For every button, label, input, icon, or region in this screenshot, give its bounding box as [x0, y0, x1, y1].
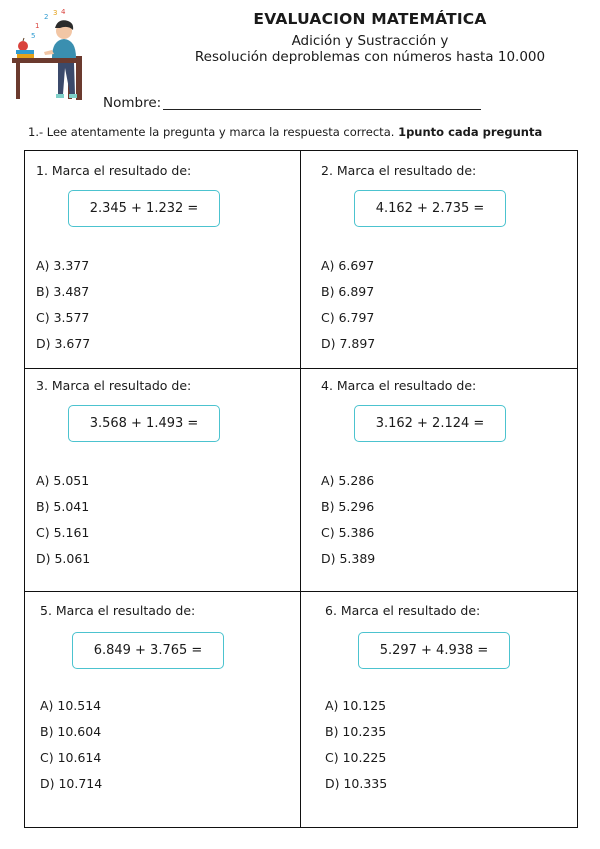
question-title: 6. Marca el resultado de: — [325, 603, 481, 618]
answer-option[interactable]: B) 10.604 — [40, 724, 102, 739]
answer-option[interactable]: C) 3.577 — [36, 310, 90, 325]
illus-number: 2 — [44, 13, 49, 21]
apple-icon — [18, 41, 28, 51]
answer-option[interactable]: A) 5.051 — [36, 473, 90, 488]
answer-option[interactable]: B) 5.296 — [321, 499, 375, 514]
answer-option[interactable]: B) 3.487 — [36, 284, 90, 299]
answer-option[interactable]: C) 5.386 — [321, 525, 375, 540]
grid-divider-horizontal — [24, 591, 578, 592]
illus-number: 1 — [35, 22, 40, 30]
question-5 — [40, 603, 316, 803]
instructions — [28, 125, 542, 139]
answer-option[interactable]: C) 5.161 — [36, 525, 90, 540]
illus-number: 3 — [53, 9, 58, 17]
question-6 — [325, 603, 600, 803]
answer-option[interactable]: B) 10.235 — [325, 724, 387, 739]
name-label: Nombre: — [103, 95, 162, 111]
illus-number: 5 — [31, 32, 36, 40]
equation-box: 2.345 + 1.232 = — [68, 190, 220, 227]
equation-box: 4.162 + 2.735 = — [354, 190, 506, 227]
answer-option[interactable]: C) 10.225 — [325, 750, 387, 765]
name-field[interactable] — [163, 109, 481, 110]
answer-option[interactable]: D) 5.061 — [36, 551, 91, 566]
instructions-points: 1punto cada pregunta — [398, 125, 543, 139]
subtitle-line-1: Adición y Sustracción y — [291, 33, 449, 49]
illus-number: 4 — [61, 8, 66, 16]
answer-option[interactable]: D) 5.389 — [321, 551, 376, 566]
desk-icon — [12, 58, 76, 63]
student-desk-illustration — [8, 6, 100, 106]
question-2 — [321, 163, 597, 363]
grid-divider-horizontal — [24, 368, 578, 369]
question-1 — [36, 163, 312, 363]
answer-option[interactable]: B) 6.897 — [321, 284, 375, 299]
instructions-text: 1.- Lee atentamente la pregunta y marca la respuesta correcta. — [28, 125, 399, 139]
answer-option[interactable]: D) 3.677 — [36, 336, 91, 351]
equation-box: 6.849 + 3.765 = — [72, 632, 224, 669]
answer-option[interactable]: A) 5.286 — [321, 473, 375, 488]
answer-option[interactable]: D) 10.335 — [325, 776, 388, 791]
equation-box: 3.568 + 1.493 = — [68, 405, 220, 442]
page-subtitle — [130, 33, 600, 65]
answer-option[interactable]: C) 10.614 — [40, 750, 102, 765]
answer-option[interactable]: A) 10.514 — [40, 698, 102, 713]
answer-option[interactable]: D) 10.714 — [40, 776, 103, 791]
answer-option[interactable]: D) 7.897 — [321, 336, 376, 351]
question-title: 5. Marca el resultado de: — [40, 603, 196, 618]
equation-box: 5.297 + 4.938 = — [358, 632, 510, 669]
subtitle-line-2: Resolución deproblemas con números hasta 10.000 — [194, 49, 546, 65]
question-3 — [36, 378, 312, 578]
question-title: 4. Marca el resultado de: — [321, 378, 477, 393]
answer-option[interactable]: B) 5.041 — [36, 499, 90, 514]
books-icon — [16, 50, 34, 54]
page-title: EVALUACION MATEMÁTICA — [253, 10, 487, 28]
answer-option[interactable]: A) 3.377 — [36, 258, 90, 273]
question-title: 3. Marca el resultado de: — [36, 378, 192, 393]
question-title: 2. Marca el resultado de: — [321, 163, 477, 178]
question-4 — [321, 378, 597, 578]
answer-option[interactable]: C) 6.797 — [321, 310, 375, 325]
question-title: 1. Marca el resultado de: — [36, 163, 192, 178]
answer-option[interactable]: A) 10.125 — [325, 698, 387, 713]
answer-option[interactable]: A) 6.697 — [321, 258, 375, 273]
equation-box: 3.162 + 2.124 = — [354, 405, 506, 442]
